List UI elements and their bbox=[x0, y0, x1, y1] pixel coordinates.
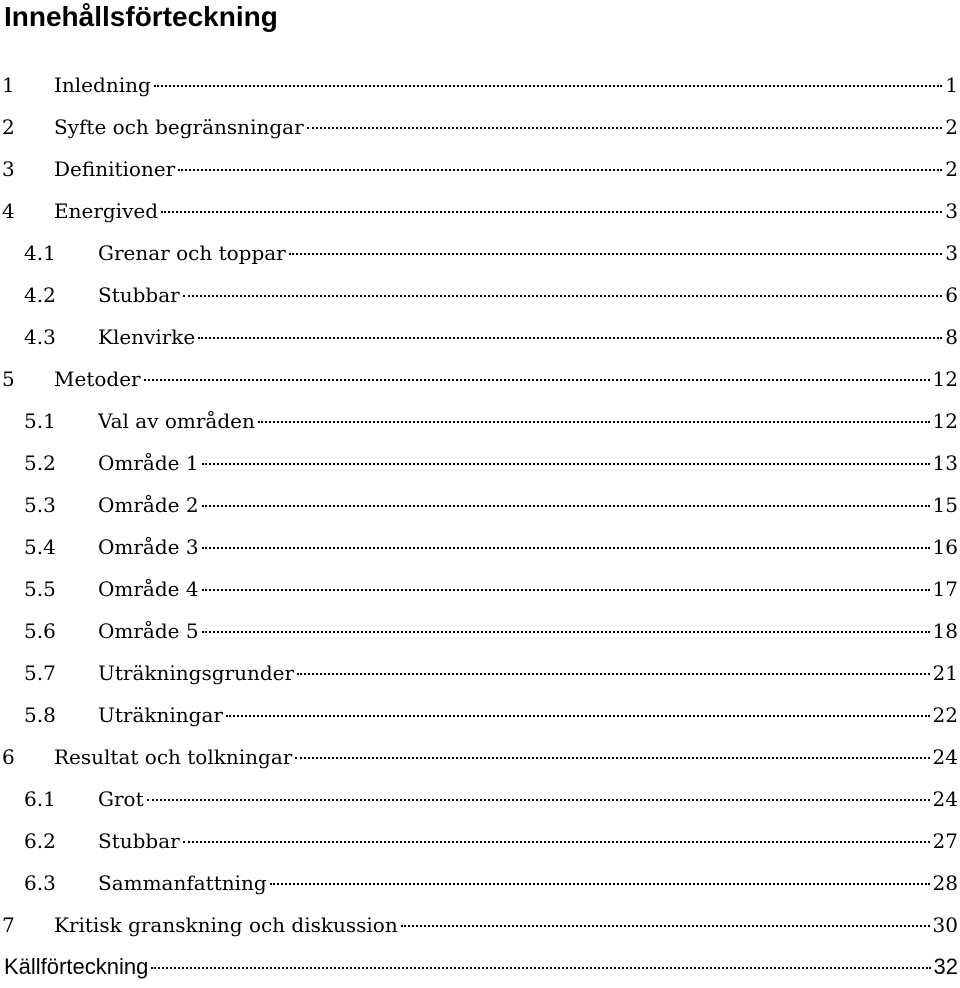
toc-entry-number: 4.1 bbox=[24, 241, 56, 265]
toc-entry-page: 8 bbox=[945, 325, 958, 349]
toc-entry[interactable] bbox=[0, 358, 958, 400]
toc-entry-number: 6.3 bbox=[24, 871, 56, 895]
toc-entry-title: Val av områden bbox=[98, 409, 255, 433]
toc-entry[interactable] bbox=[0, 148, 958, 190]
dot-leader bbox=[183, 841, 930, 843]
toc-entry-page: 3 bbox=[945, 241, 958, 265]
toc-entry-title: Resultat och tolkningar bbox=[54, 745, 293, 769]
toc-entry-number: 5 bbox=[2, 367, 15, 391]
toc-entry[interactable] bbox=[0, 862, 958, 904]
toc-entry-number: 4 bbox=[2, 199, 15, 223]
toc-entry[interactable] bbox=[0, 904, 958, 946]
dot-leader bbox=[178, 169, 942, 171]
toc-entry-page: 27 bbox=[932, 829, 958, 853]
toc-entry[interactable] bbox=[0, 736, 958, 778]
toc-entry-number: 6.2 bbox=[24, 829, 56, 853]
toc-entry[interactable] bbox=[0, 64, 958, 106]
dot-leader bbox=[151, 967, 930, 969]
toc-entry-title: Stubbar bbox=[98, 829, 180, 853]
toc-entry-references[interactable] bbox=[0, 946, 958, 988]
toc-entry-title: Område 3 bbox=[98, 535, 199, 559]
toc-entry-title: Inledning bbox=[54, 73, 151, 97]
toc-entry-page: 18 bbox=[932, 619, 958, 643]
toc-entry[interactable] bbox=[0, 484, 958, 526]
toc-entry-number: 5.3 bbox=[24, 493, 56, 517]
toc-entry-page: 22 bbox=[932, 703, 958, 727]
toc-entry-number: 5.8 bbox=[24, 703, 56, 727]
toc-entry-number: 4.3 bbox=[24, 325, 56, 349]
dot-leader bbox=[183, 295, 943, 297]
toc-entry-page: 2 bbox=[945, 157, 958, 181]
toc-entry[interactable] bbox=[0, 694, 958, 736]
toc-entry-page: 1 bbox=[945, 73, 958, 97]
dot-leader bbox=[202, 589, 930, 591]
toc-entry-number: 4.2 bbox=[24, 283, 56, 307]
toc-entry-page: 6 bbox=[945, 283, 958, 307]
dot-leader bbox=[297, 673, 930, 675]
dot-leader bbox=[295, 757, 929, 759]
dot-leader bbox=[147, 799, 930, 801]
toc-entry-page: 12 bbox=[932, 367, 958, 391]
toc-entry-page: 15 bbox=[932, 493, 958, 517]
toc-entry-number: 3 bbox=[2, 157, 15, 181]
dot-leader bbox=[202, 631, 930, 633]
toc-entry-page: 24 bbox=[932, 745, 958, 769]
toc-entry-title: Område 5 bbox=[98, 619, 199, 643]
toc-entry-page: 32 bbox=[933, 954, 958, 979]
toc-entry-page: 13 bbox=[932, 451, 958, 475]
toc-entry[interactable] bbox=[0, 400, 958, 442]
toc-entry-title: Område 4 bbox=[98, 577, 199, 601]
toc-entry-title: Kritisk granskning och diskussion bbox=[54, 913, 398, 937]
toc-entry-number: 5.4 bbox=[24, 535, 56, 559]
toc-entry-page: 3 bbox=[945, 199, 958, 223]
toc-entry-number: 5.1 bbox=[24, 409, 56, 433]
toc-entry-number: 6 bbox=[2, 745, 15, 769]
toc-entry-title: Syfte och begränsningar bbox=[54, 115, 304, 139]
dot-leader bbox=[144, 379, 930, 381]
dot-leader bbox=[198, 337, 942, 339]
dot-leader bbox=[307, 127, 943, 129]
toc-entry[interactable] bbox=[0, 610, 958, 652]
toc-entry[interactable] bbox=[0, 190, 958, 232]
toc-entry-number: 7 bbox=[2, 913, 15, 937]
dot-leader bbox=[202, 547, 930, 549]
toc-entry[interactable] bbox=[0, 652, 958, 694]
toc-entry[interactable] bbox=[0, 232, 958, 274]
dot-leader bbox=[289, 253, 943, 255]
toc-entry-number: 5.5 bbox=[24, 577, 56, 601]
dot-leader bbox=[161, 211, 942, 213]
toc-entry-number: 5.6 bbox=[24, 619, 56, 643]
dot-leader bbox=[226, 715, 930, 717]
toc-entry[interactable] bbox=[0, 316, 958, 358]
toc-entry-page: 24 bbox=[932, 787, 958, 811]
toc-entry-number: 2 bbox=[2, 115, 15, 139]
toc-entry-title: Område 1 bbox=[98, 451, 199, 475]
toc-entry-page: 2 bbox=[945, 115, 958, 139]
toc-entry[interactable] bbox=[0, 274, 958, 316]
toc-entry-page: 30 bbox=[932, 913, 958, 937]
toc-entry-page: 28 bbox=[932, 871, 958, 895]
toc-entry-title: Stubbar bbox=[98, 283, 180, 307]
toc-entry-number: 6.1 bbox=[24, 787, 56, 811]
toc-entry[interactable] bbox=[0, 820, 958, 862]
dot-leader bbox=[202, 505, 930, 507]
toc-entry-title: Grot bbox=[98, 787, 144, 811]
dot-leader bbox=[258, 421, 930, 423]
toc-entry-number: 5.2 bbox=[24, 451, 56, 475]
toc-entry-page: 12 bbox=[932, 409, 958, 433]
toc-entry-title: Definitioner bbox=[54, 157, 176, 181]
toc-entry-page: 17 bbox=[932, 577, 958, 601]
toc-entry-page: 21 bbox=[932, 661, 958, 685]
toc-entry-title: Sammanfattning bbox=[98, 871, 267, 895]
toc-entry-title: Uträkningsgrunder bbox=[98, 661, 295, 685]
toc-entry-title: Område 2 bbox=[98, 493, 199, 517]
toc-entry-page: 16 bbox=[932, 535, 958, 559]
toc-entry[interactable] bbox=[0, 442, 958, 484]
toc-entry[interactable] bbox=[0, 568, 958, 610]
toc-entry-title: Uträkningar bbox=[98, 703, 223, 727]
dot-leader bbox=[270, 883, 930, 885]
dot-leader bbox=[401, 925, 930, 927]
toc-entry[interactable] bbox=[0, 778, 958, 820]
toc-heading: Innehållsförteckning bbox=[4, 1, 278, 32]
dot-leader bbox=[202, 463, 930, 465]
toc-entry-title: Metoder bbox=[54, 367, 141, 391]
toc-entry[interactable] bbox=[0, 526, 958, 568]
toc-entry-title: Energived bbox=[54, 199, 159, 223]
toc-entry-title: Källförteckning bbox=[4, 954, 149, 979]
toc-entry[interactable] bbox=[0, 106, 958, 148]
toc-entry-title: Klenvirke bbox=[98, 325, 196, 349]
toc-entry-number: 5.7 bbox=[24, 661, 56, 685]
dot-leader bbox=[154, 85, 942, 87]
toc-entry-title: Grenar och toppar bbox=[98, 241, 286, 265]
toc-entry-number: 1 bbox=[2, 73, 15, 97]
